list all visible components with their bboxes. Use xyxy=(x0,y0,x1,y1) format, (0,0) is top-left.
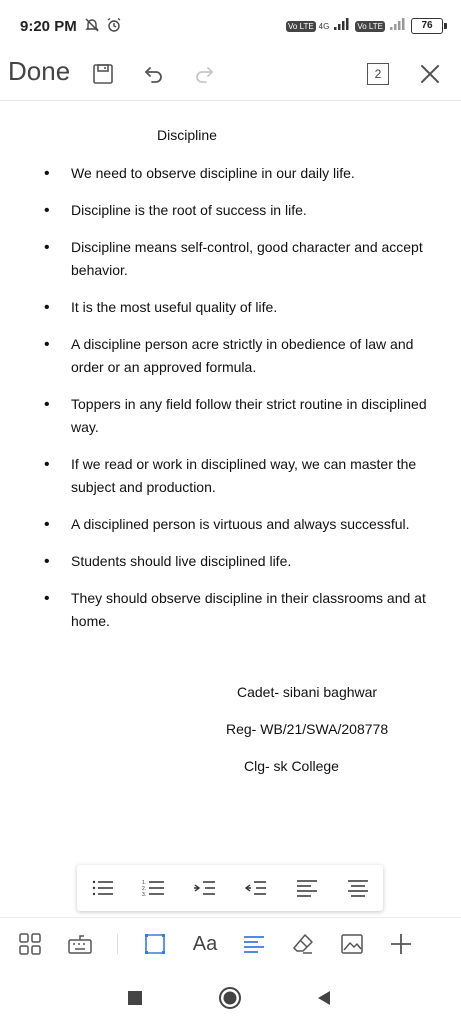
toolbar-divider xyxy=(117,934,118,954)
align-left-icon[interactable] xyxy=(290,871,324,905)
volte-badge-2: Vo LTE xyxy=(357,21,383,31)
bulleted-list-icon[interactable] xyxy=(86,871,120,905)
svg-text:3.: 3. xyxy=(141,892,146,898)
insert-image-icon[interactable] xyxy=(336,928,368,960)
back-triangle-icon[interactable] xyxy=(311,985,337,1011)
align-center-icon[interactable] xyxy=(341,871,375,905)
signal-icon-1 xyxy=(334,17,350,35)
document-title: Discipline xyxy=(157,127,217,143)
list-item: • If we read or work in disciplined way, we can master the subject and production. xyxy=(44,453,444,499)
list-item: • A discipline person acre strictly in obedience of law and order or an approved formula. xyxy=(44,333,444,379)
bullet-list xyxy=(44,162,444,647)
text-format-icon[interactable]: Aa xyxy=(192,932,218,955)
insert-plus-icon[interactable] xyxy=(385,928,417,960)
signature-reg: Reg- WB/21/SWA/208778 xyxy=(226,721,389,737)
svg-text:1.: 1. xyxy=(141,880,146,886)
bottom-toolbar xyxy=(0,917,461,970)
document-body[interactable] xyxy=(0,101,461,861)
page-count: 2 xyxy=(367,63,389,85)
editor-toolbar xyxy=(0,52,461,101)
network-type: 4G xyxy=(318,21,330,31)
battery-indicator: 76 xyxy=(411,18,443,34)
list-item: • Toppers in any field follow their strict routine in disciplined way. xyxy=(44,393,444,439)
list-item: • It is the most useful quality of life. xyxy=(44,296,444,319)
status-bar xyxy=(0,0,461,52)
list-item: • Discipline is the root of success in life. xyxy=(44,199,444,222)
signature-cadet: Cadet- sibani baghwar xyxy=(237,684,378,700)
numbered-list-icon[interactable] xyxy=(137,871,171,905)
paragraph-format-bar xyxy=(77,865,383,911)
mute-bell-icon xyxy=(84,17,100,38)
apps-grid-icon[interactable] xyxy=(14,928,46,960)
list-item: • Discipline means self-control, good character and accept behavior. xyxy=(44,236,444,282)
signal-icon-2 xyxy=(390,17,406,35)
recents-square-icon[interactable] xyxy=(122,985,148,1011)
list-item: • A disciplined person is virtuous and always successful. xyxy=(44,513,444,536)
status-time: 9:20 PM xyxy=(20,18,77,35)
select-frame-icon[interactable] xyxy=(139,928,171,960)
home-circle-icon[interactable] xyxy=(217,985,243,1011)
volte-badge-1: Vo LTE xyxy=(288,21,314,31)
undo-icon[interactable] xyxy=(138,58,170,90)
svg-text:2.: 2. xyxy=(141,886,146,892)
system-nav-bar xyxy=(0,970,461,1024)
eraser-icon[interactable] xyxy=(287,928,319,960)
alarm-icon xyxy=(106,17,122,38)
list-item: • Students should live disciplined life. xyxy=(44,550,444,573)
redo-icon[interactable] xyxy=(188,58,220,90)
save-icon[interactable] xyxy=(87,58,119,90)
close-icon[interactable] xyxy=(414,58,446,90)
paragraph-align-icon[interactable] xyxy=(238,928,270,960)
list-item: • We need to observe discipline in our daily life. xyxy=(44,162,444,185)
done-button[interactable]: Done xyxy=(8,56,71,86)
increase-indent-icon[interactable] xyxy=(188,871,222,905)
keyboard-icon[interactable] xyxy=(64,928,96,960)
page-count-icon[interactable] xyxy=(362,58,394,90)
decrease-indent-icon[interactable] xyxy=(239,871,273,905)
list-item: • They should observe discipline in their classrooms and at home. xyxy=(44,587,444,633)
signature-college: Clg- sk College xyxy=(244,758,339,774)
